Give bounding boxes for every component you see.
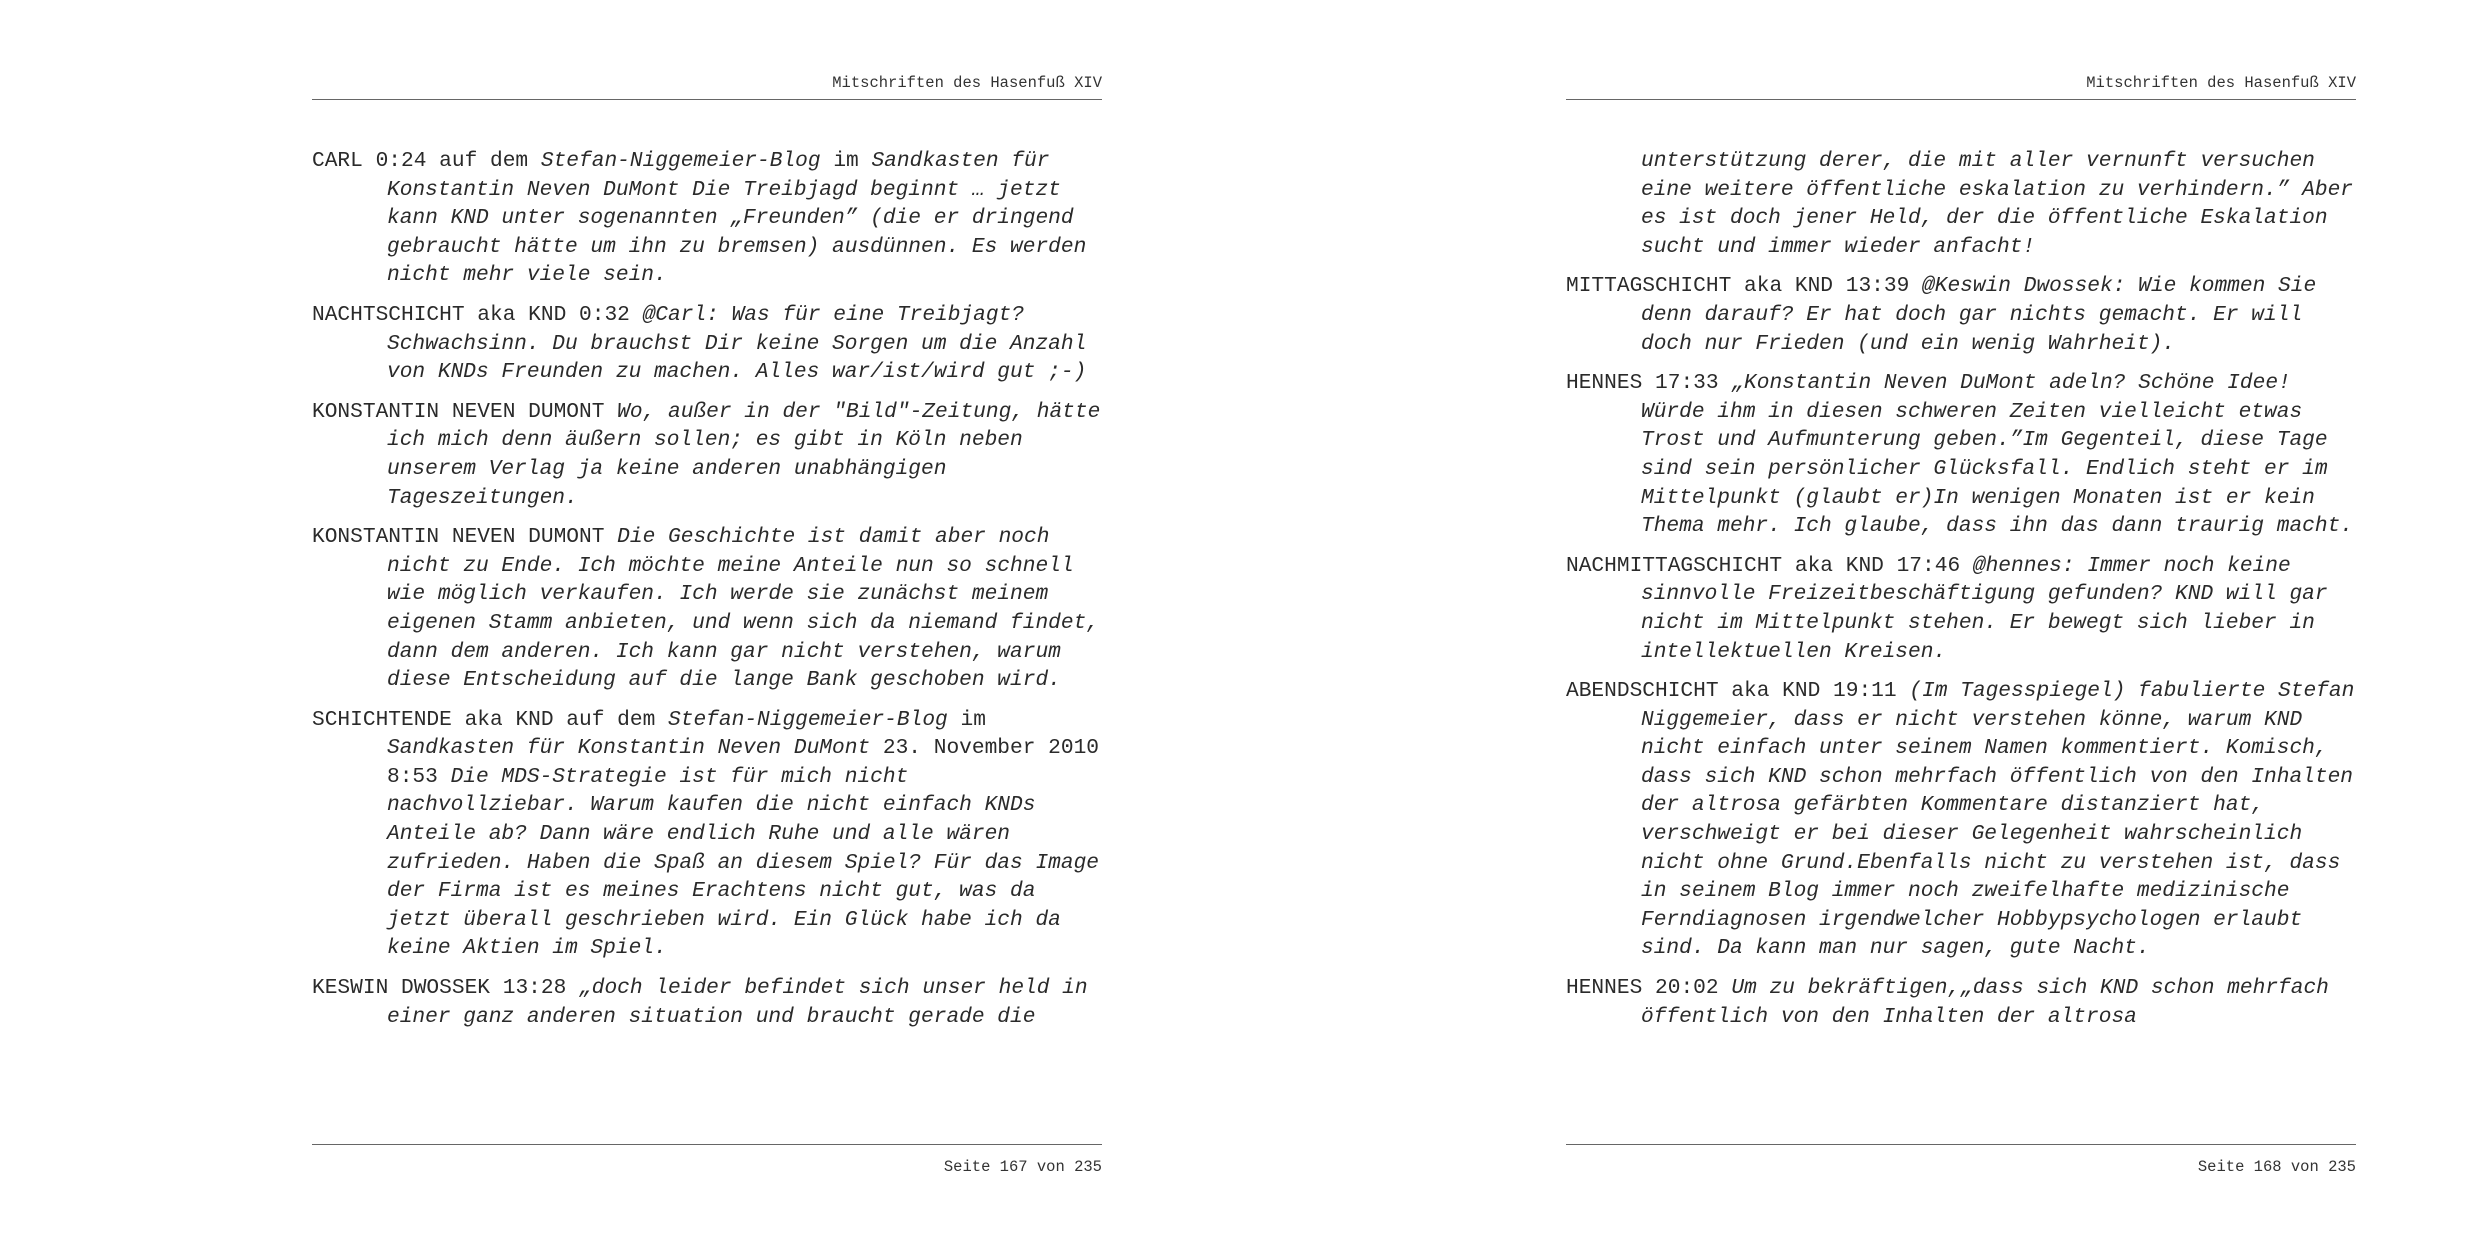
entry — [312, 706, 1102, 963]
entry — [1566, 272, 2356, 358]
entry-text: @Carl: Was für eine Treibjagt? Schwachsinn. Du brauchst Dir keine Sorgen um die Anzahl von KNDs Freunden zu machen. Alles war/ist/wird gut ;-) — [387, 302, 1087, 385]
entry-meta: im — [947, 707, 986, 732]
entry-meta: 13:28 — [490, 976, 580, 1001]
entry-meta: aka KND 17:46 — [1782, 553, 1973, 578]
left-page — [312, 0, 1102, 1240]
entry-source: Sandkasten für Konstantin Neven DuMont — [387, 736, 871, 761]
entry — [312, 301, 1102, 387]
entry-meta: im — [820, 149, 872, 173]
page-number: Seite 168 von 235 — [2197, 1158, 2356, 1176]
speaker-name: HENNES — [1566, 976, 1643, 1001]
entry-text: Wo, außer in der "Bild"-Zeitung, hätte ich mich denn äußern sollen; es gibt in Köln neben unserem Verlag ja keine anderen unabhängigen Tageszeitungen. — [387, 399, 1101, 510]
speaker-name: CARL — [312, 149, 363, 173]
speaker-name: MITTAGSCHICHT — [1566, 274, 1732, 299]
running-header: Mitschriften des Hasenfuß XIV — [2086, 74, 2356, 92]
entry-source: Stefan-Niggemeier-Blog — [668, 707, 948, 732]
entry-source: Stefan-Niggemeier-Blog — [540, 149, 821, 173]
entry-text: Die Geschichte ist damit aber noch nicht zu Ende. Ich möchte meine Anteile nun so schnell wie möglich verkaufen. Ich werde sie zunächst meinem eigenen Stamm anbieten, und wenn sich da niemand findet, dann dem anderen. Ich kann gar nicht verstehen, warum diese Entscheidung auf die lange Bank geschoben wird. — [387, 525, 1100, 693]
speaker-name: SCHICHTENDE — [312, 707, 452, 732]
page-content — [1566, 147, 2356, 1042]
entry-text: „Konstantin Neven DuMont adeln? Schöne Idee! Würde ihm in diesen schweren Zeiten vielleicht etwas Trost und Aufmunterung geben.”Im Gegenteil, diese Tage sind sein persönlicher Glücksfall. Endlich steht er im Mittelpunkt (glaubt er)In wenigen Monaten ist er kein Thema mehr. Ich glaube, dass ihn das dann traurig macht. — [1641, 371, 2354, 539]
speaker-name: HENNES — [1566, 371, 1643, 396]
entry-meta: aka KND 0:32 — [464, 302, 643, 327]
entry-text: Um zu bekräftigen,„dass sich KND schon mehrfach öffentlich von den Inhalten der altrosa — [1641, 976, 2329, 1029]
entry — [1566, 677, 2356, 963]
entry — [312, 147, 1102, 290]
speaker-name: KONSTANTIN NEVEN DUMONT — [312, 399, 605, 424]
running-header: Mitschriften des Hasenfuß XIV — [832, 74, 1102, 92]
entry-meta: 20:02 — [1642, 976, 1732, 1001]
entry-meta: aka KND 13:39 — [1731, 274, 1923, 299]
entry-meta: aka KND auf dem — [451, 707, 669, 732]
header-rule — [1566, 99, 2356, 100]
entry — [1566, 552, 2356, 666]
speaker-name: NACHMITTAGSCHICHT — [1566, 553, 1783, 578]
entry — [312, 398, 1102, 512]
entry — [1566, 974, 2356, 1031]
entry-source: Sandkasten für Konstantin Neven DuMont — [387, 149, 1050, 202]
entry-meta: 17:33 — [1642, 371, 1732, 396]
page-content — [312, 147, 1102, 1042]
page-number: Seite 167 von 235 — [943, 1158, 1102, 1176]
speaker-name: KESWIN DWOSSEK — [312, 976, 491, 1001]
entry-text: „doch leider befindet sich unser held in einer ganz anderen situation und braucht gerade die — [387, 976, 1088, 1029]
entry-text: Die MDS-Strategie ist für mich nicht nachvollziebar. Warum kaufen die nicht einfach KNDs Anteile ab? Dann wäre endlich Ruhe und alle wären zufrieden. Haben die Spaß an diesem Spiel? Für das Image der Firma ist es meines Erachtens nicht gut, was da jetzt überall geschrieben wird. Ein Glück habe ich da keine Aktien im Spiel. — [387, 764, 1100, 961]
entry-meta — [604, 400, 617, 424]
continued-text: unterstützung derer, die mit aller vernunft versuchen eine weitere öffentliche eskalation zu verhindern.” Aber es ist doch jener Held, der die öffentliche Eskalation sucht und immer wieder anfacht! — [1641, 149, 2354, 259]
entry — [312, 523, 1102, 695]
header-rule — [312, 99, 1102, 100]
entry-text: Die Treibjagd beginnt … jetzt kann KND unter sogenannten „Freunden” (die er dringend gebraucht hätte um ihn zu bremsen) ausdünnen. Es werden nicht mehr viele sein. — [387, 177, 1087, 288]
speaker-name: NACHTSCHICHT — [312, 302, 465, 327]
entry-meta: 0:24 auf dem — [362, 149, 541, 173]
entry-meta: 23. November 2010 8:53 — [387, 736, 1100, 789]
entry-text: @Keswin Dwossek: Wie kommen Sie denn darauf? Er hat doch gar nichts gemacht. Er will doch nur Frieden (und ein wenig Wahrheit). — [1641, 274, 2317, 356]
entry-meta — [604, 525, 617, 549]
footer-rule — [312, 1144, 1102, 1145]
right-page — [1566, 0, 2356, 1240]
speaker-name: KONSTANTIN NEVEN DUMONT — [312, 525, 605, 550]
entry-text: (Im Tagesspiegel) fabulierte Stefan Niggemeier, dass er nicht verstehen könne, warum KND nicht einfach unter seinem Namen kommentiert. Komisch, dass sich KND schon mehrfach öffentlich von den Inhalten der altrosa gefärbten Kommentare distanziert hat, verschweigt er bei dieser Gelegenheit wahrscheinlich nicht ohne Grund.Ebenfalls nicht zu verstehen ist, dass in seinem Blog immer noch zweifelhafte medizinische Ferndiagnosen irgendwelcher Hobbypsychologen erlaubt sind. Da kann man nur sagen, gute Nacht. — [1641, 679, 2355, 961]
footer-rule — [1566, 1144, 2356, 1145]
entry — [1566, 369, 2356, 541]
speaker-name: ABENDSCHICHT — [1566, 679, 1719, 704]
entry-text: @hennes: Immer noch keine sinnvolle Freizeitbeschäftigung gefunden? KND will gar nicht im Mittelpunkt stehen. Er bewegt sich lieber in intellektuellen Kreisen. — [1641, 553, 2328, 664]
entry — [312, 974, 1102, 1031]
entry-meta: aka KND 19:11 — [1718, 679, 1910, 704]
